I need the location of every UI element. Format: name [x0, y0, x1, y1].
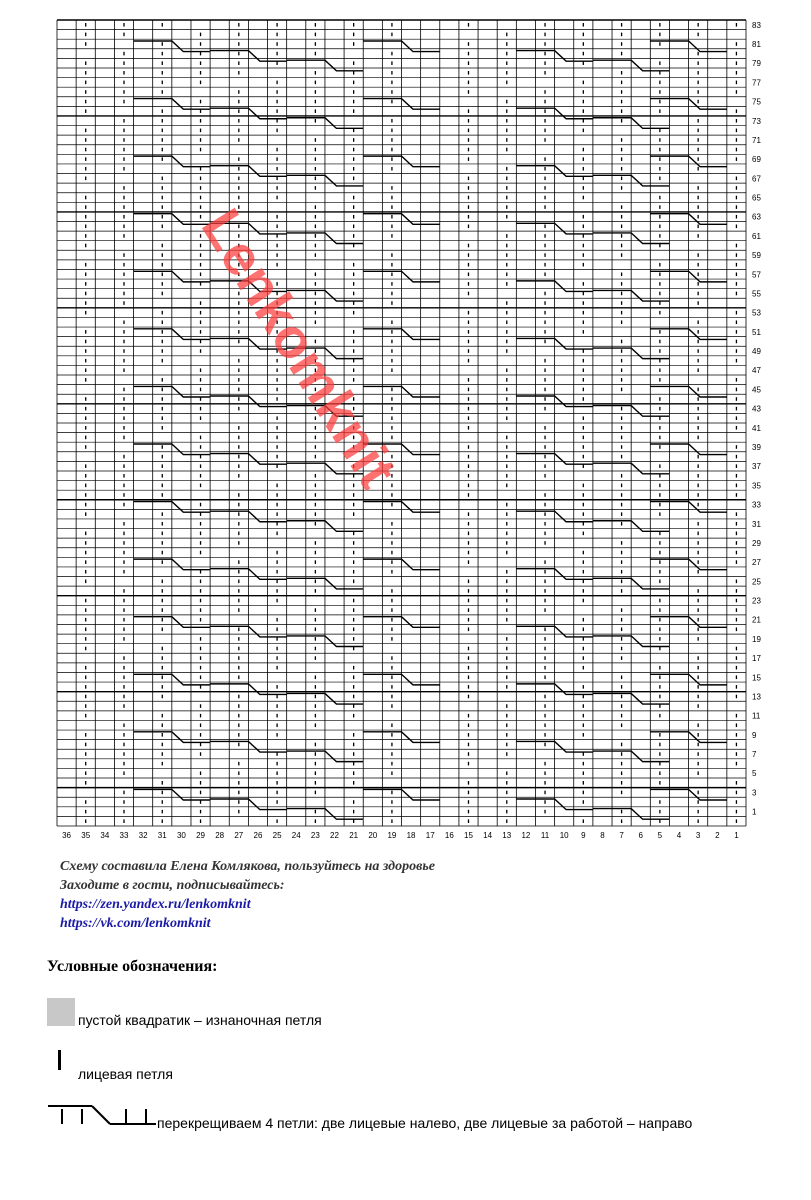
- row-label: 63: [752, 212, 761, 222]
- row-label: 15: [752, 673, 761, 683]
- invite-line: Заходите в гости, подписывайтесь:: [60, 878, 285, 893]
- author-line: Схему составила Елена Комлякова, пользуйтесь на здоровье: [60, 859, 435, 874]
- row-label: 65: [752, 193, 761, 203]
- col-label: 13: [502, 831, 512, 840]
- col-label: 16: [444, 831, 454, 840]
- col-label: 11: [540, 831, 550, 840]
- row-label: 21: [752, 615, 761, 625]
- knit-legend-text: лицевая петля: [78, 1066, 173, 1082]
- watermark-text: Lenkomknit: [189, 197, 410, 498]
- col-label: 31: [157, 831, 167, 840]
- col-label: 30: [176, 831, 186, 840]
- col-label: 18: [406, 831, 416, 840]
- col-label: 23: [310, 831, 320, 840]
- col-label: 15: [464, 831, 473, 840]
- col-label: 3: [695, 831, 701, 840]
- row-label: 37: [752, 462, 761, 472]
- col-label: 27: [234, 831, 244, 840]
- col-label: 32: [138, 831, 148, 840]
- col-label: 1: [734, 831, 739, 840]
- col-label: 5: [657, 831, 663, 840]
- row-label: 61: [752, 231, 761, 241]
- row-label: 77: [752, 78, 761, 88]
- cable-legend-text: перекрещиваем 4 петли: две лицевые налево, две лицевые за работой – направо: [157, 1115, 693, 1131]
- col-label: 17: [425, 831, 435, 840]
- row-label: 47: [752, 366, 761, 376]
- col-label: 9: [581, 831, 586, 840]
- vk-link[interactable]: https://vk.com/lenkomknit: [60, 916, 211, 931]
- col-label: 2: [715, 831, 720, 840]
- row-label: 71: [752, 135, 761, 145]
- row-label: 55: [752, 289, 761, 299]
- row-label: 69: [752, 155, 761, 165]
- row-label: 1: [752, 807, 757, 817]
- row-label: 45: [752, 385, 761, 395]
- row-label: 27: [752, 558, 761, 568]
- row-label: 83: [752, 20, 761, 30]
- col-label: 4: [676, 831, 682, 840]
- row-label: 41: [752, 423, 761, 433]
- col-label: 19: [387, 831, 397, 840]
- knit-symbol-icon: [58, 1050, 61, 1070]
- row-label: 13: [752, 692, 761, 702]
- row-label: 49: [752, 347, 761, 357]
- row-label: 19: [752, 634, 761, 644]
- row-label: 5: [752, 769, 757, 779]
- purl-legend-text: пустой квадратик – изнаночная петля: [78, 1012, 322, 1028]
- row-label: 25: [752, 577, 761, 587]
- col-label: 12: [521, 831, 531, 840]
- row-label: 9: [752, 730, 757, 740]
- col-label: 8: [600, 831, 605, 840]
- col-label: 6: [638, 831, 643, 840]
- row-label: 11: [752, 711, 761, 721]
- author-info: [60, 857, 760, 933]
- row-label: 79: [752, 59, 761, 69]
- row-label: 73: [752, 116, 761, 126]
- row-label: 59: [752, 251, 761, 261]
- row-label: 81: [752, 39, 761, 49]
- row-label: 39: [752, 442, 761, 452]
- row-label: 51: [752, 327, 761, 337]
- row-label: 75: [752, 97, 761, 107]
- row-label: 35: [752, 481, 761, 491]
- row-label: 33: [752, 500, 761, 510]
- row-label: 17: [752, 654, 761, 664]
- row-label: 29: [752, 538, 761, 548]
- col-label: 22: [330, 831, 339, 840]
- col-label: 33: [119, 831, 129, 840]
- row-label: 23: [752, 596, 761, 606]
- col-label: 20: [368, 831, 378, 840]
- col-label: 25: [272, 831, 282, 840]
- row-label: 43: [752, 404, 761, 414]
- col-label: 35: [81, 831, 91, 840]
- legend-title: Условные обозначения:: [47, 958, 218, 975]
- purl-swatch: [47, 998, 75, 1026]
- row-label: 57: [752, 270, 761, 280]
- col-label: 10: [559, 831, 569, 840]
- col-label: 28: [215, 831, 225, 840]
- col-label: 7: [619, 831, 624, 840]
- col-label: 29: [196, 831, 205, 840]
- col-label: 34: [100, 831, 110, 840]
- row-label: 53: [752, 308, 761, 318]
- col-label: 26: [253, 831, 263, 840]
- row-label: 3: [752, 788, 757, 798]
- col-label: 24: [291, 831, 301, 840]
- row-label: 7: [752, 750, 757, 760]
- zen-link[interactable]: https://zen.yandex.ru/lenkomknit: [60, 897, 251, 912]
- col-label: 14: [483, 831, 493, 840]
- col-label: 21: [349, 831, 359, 840]
- row-label: 31: [752, 519, 761, 529]
- row-label: 67: [752, 174, 761, 184]
- cable-symbol-icon: [48, 1100, 158, 1130]
- col-label: 36: [62, 831, 72, 840]
